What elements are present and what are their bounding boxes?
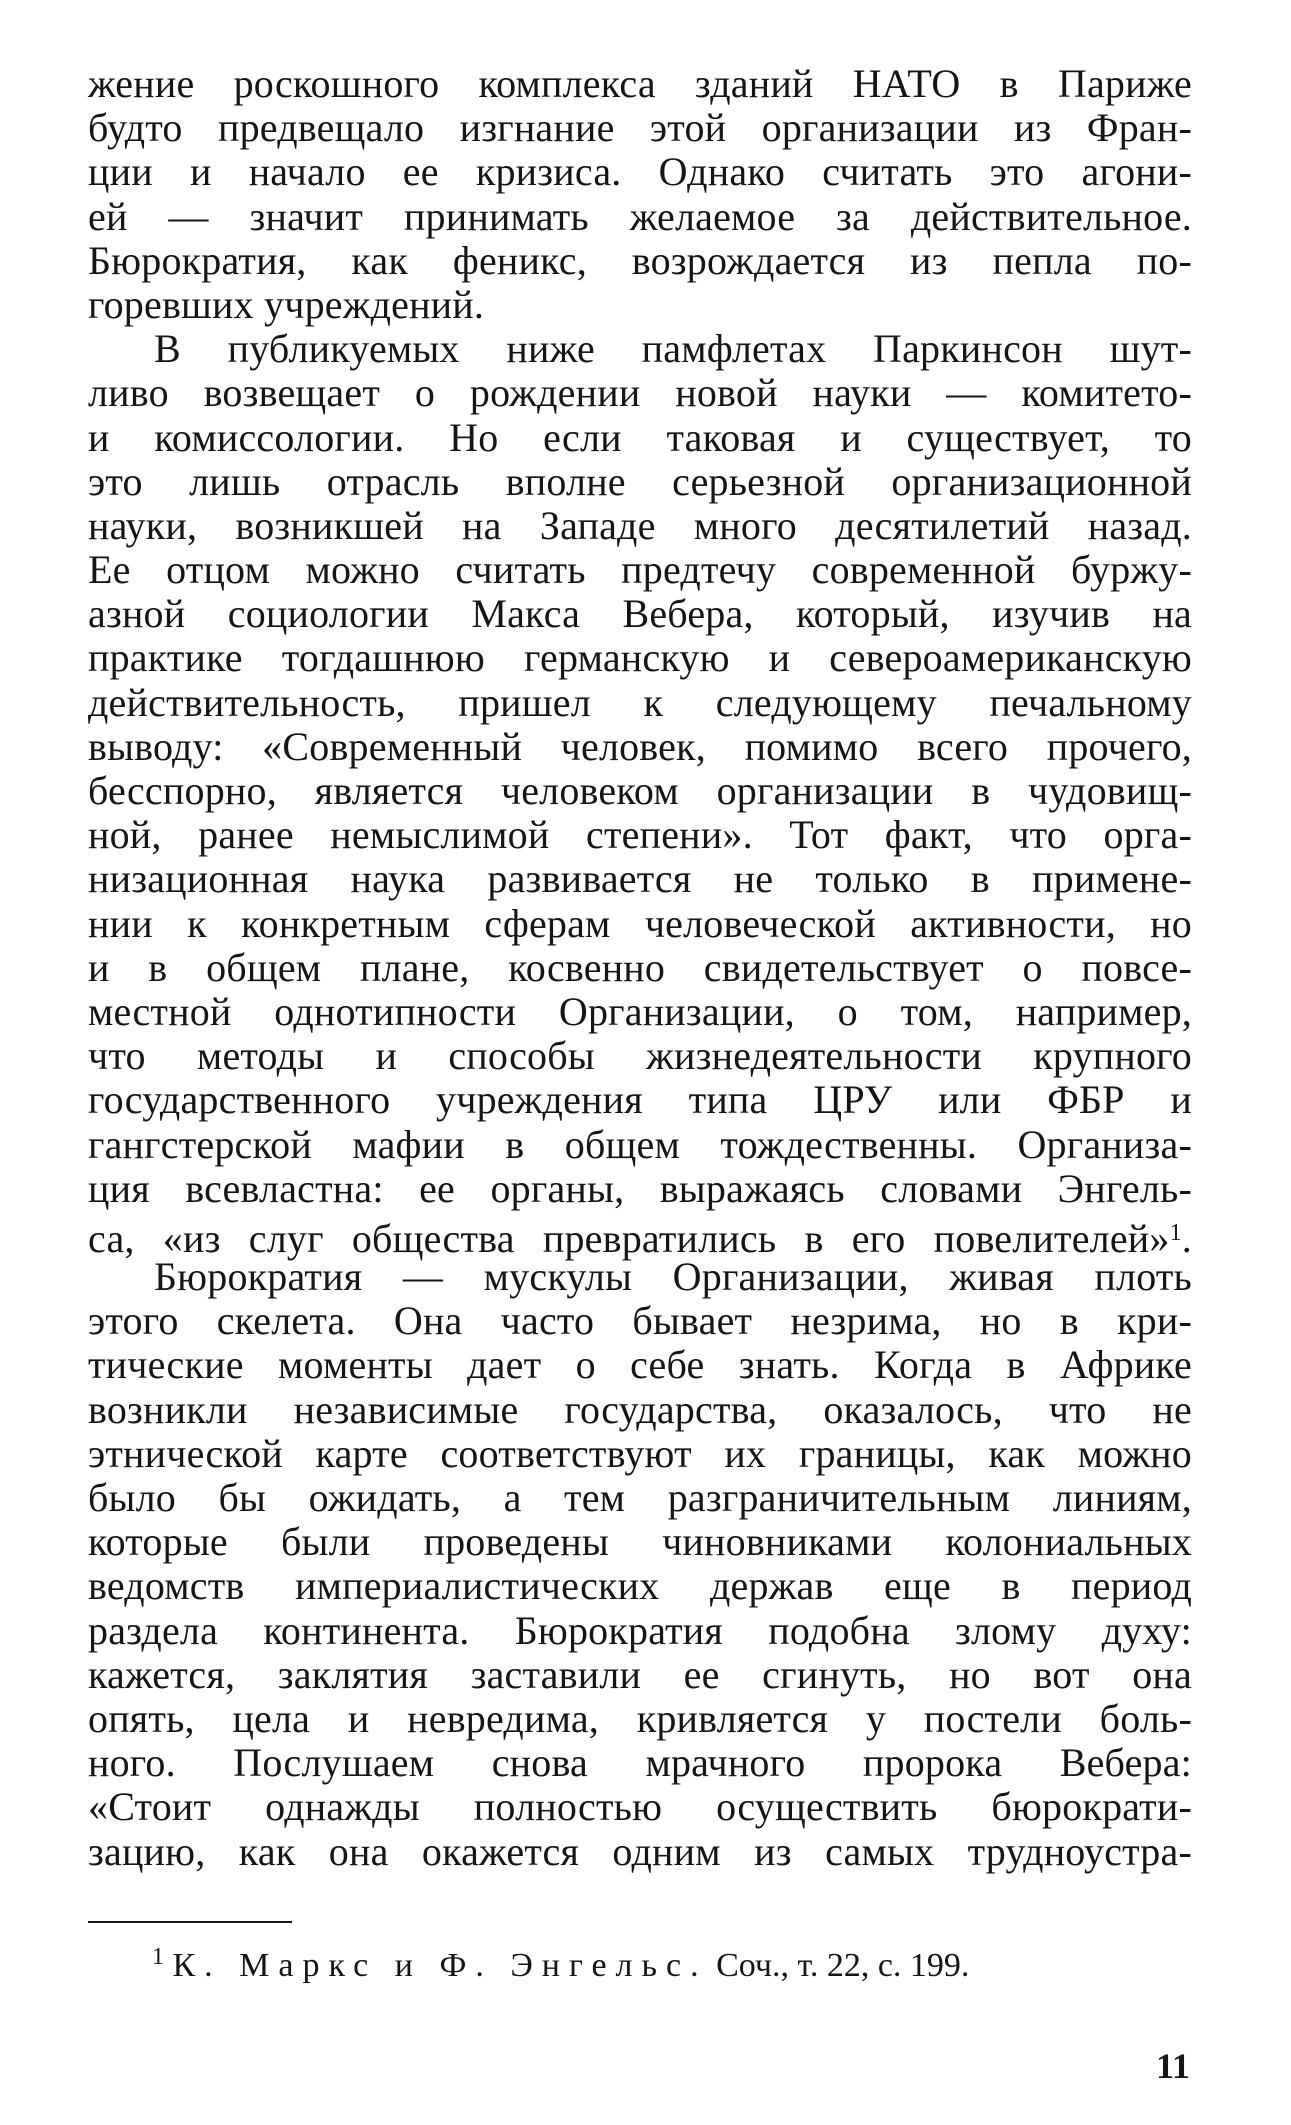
text-line: этого скелета. Она часто бывает незрима, но в кри- [88,1298,1192,1344]
text-line-content: са, «из слуг общества превратились в его повелителей» [88,1215,1170,1261]
paragraph-2 [88,326,1192,1261]
footnote-divider [88,1921,292,1923]
text-line: будто предвещало изгнание этой организации из Фран- [88,105,1192,151]
page-number: 11 [1156,2046,1191,2086]
text-line: Ее отцом можно считать предтечу современной буржу- [88,547,1192,593]
text-line: это лишь отрасль вполне серьезной организационной [88,458,1192,504]
text-line: государственного учреждения типа ЦРУ или ФБР и [88,1077,1192,1123]
text-line: этнической карте соответствуют их границы, как можно [88,1430,1192,1476]
text-line: ции и начало ее кризиса. Однако считать это агони- [88,149,1192,195]
text-line: ведомств империалистических держав еще в период [88,1563,1192,1609]
body-text [88,62,1192,1874]
text-line: «Стоит однажды полностью осуществить бюрократи- [88,1784,1192,1830]
text-line: практике тогдашнюю германскую и североамериканскую [88,635,1192,681]
text-line: и в общем плане, косвенно свидетельствует о повсе- [88,944,1192,990]
text-line: В публикуемых ниже памфлетах Паркинсон шут- [154,326,1192,372]
text-line: выводу: «Современный человек, помимо всего прочего, [88,723,1192,769]
text-line: ей — значит принимать желаемое за действительное. [88,193,1192,239]
text-line: тические моменты дает о себе знать. Когда в Африке [88,1342,1192,1388]
text-line: опять, цела и невредима, кривляется у постели боль- [88,1695,1192,1741]
paragraph-1 [88,62,1192,327]
text-line: которые были проведены чиновниками колониальных [88,1519,1192,1565]
paragraph-3 [88,1255,1192,1874]
text-line: гангстерской мафии в общем тождественны. Организа- [88,1121,1192,1167]
text-line: горевших учреждений. [88,281,485,327]
footnote-authors: К. Маркс и Ф. Энгельс. [172,1947,708,1984]
text-line: нии к конкретным сферам человеческой активности, но [88,900,1192,946]
text-line: бесспорно, является человеком организации в чудовищ- [88,768,1192,813]
text-line: и комиссологии. Но если таковая и существует, то [88,414,1192,460]
text-line: что методы и способы жизнедеятельности крупного [88,1033,1192,1079]
text-line: науки, возникшей на Западе много десятилетий назад. [88,502,1192,548]
text-line: ной, ранее немыслимой степени». Тот факт, что орга- [88,812,1192,858]
text-line: Бюрократия — мускулы Организации, живая плоть [154,1254,1192,1300]
text-line: зацию, как она окажется одним из самых трудноустра- [88,1828,1192,1874]
text-line: азной социологии Макса Вебера, который, изучив на [88,591,1192,637]
text-line: раздела континента. Бюрократия подобна злому духу: [88,1607,1192,1653]
text-line: ция всевластна: ее органы, выражаясь словами Энгель- [88,1165,1192,1211]
footnote-reference: 1 [1169,1219,1182,1246]
text-line: са, «из слуг общества превратились в его повелителей»$^1$. [88,1215,1192,1261]
text-line: Бюрократия, как феникс, возрождается из пепла по- [88,237,1192,283]
footnote-marker: 1 [152,1944,164,1970]
text-line: жение роскошного комплекса зданий НАТО в Париже [88,61,1192,106]
text-line: было бы ожидать, а тем разграничительным линиям, [88,1475,1192,1520]
text-line: возникли независимые государства, оказалось, что не [88,1386,1192,1432]
text-line: действительность, пришел к следующему печальному [88,679,1192,725]
text-line: ливо возвещает о рождении новой науки — комитето- [88,370,1192,416]
text-line: местной однотипности Организации, о том, например, [88,988,1192,1034]
text-line: кажется, заклятия заставили ее сгинуть, но вот она [88,1651,1192,1697]
text-line: низационная наука развивается не только в примене- [88,856,1192,902]
text-line: ного. Послушаем снова мрачного пророка Вебера: [88,1740,1192,1786]
footnote-source: Соч., т. 22, с. 199. [716,1947,970,1984]
footnote [152,1937,969,1986]
